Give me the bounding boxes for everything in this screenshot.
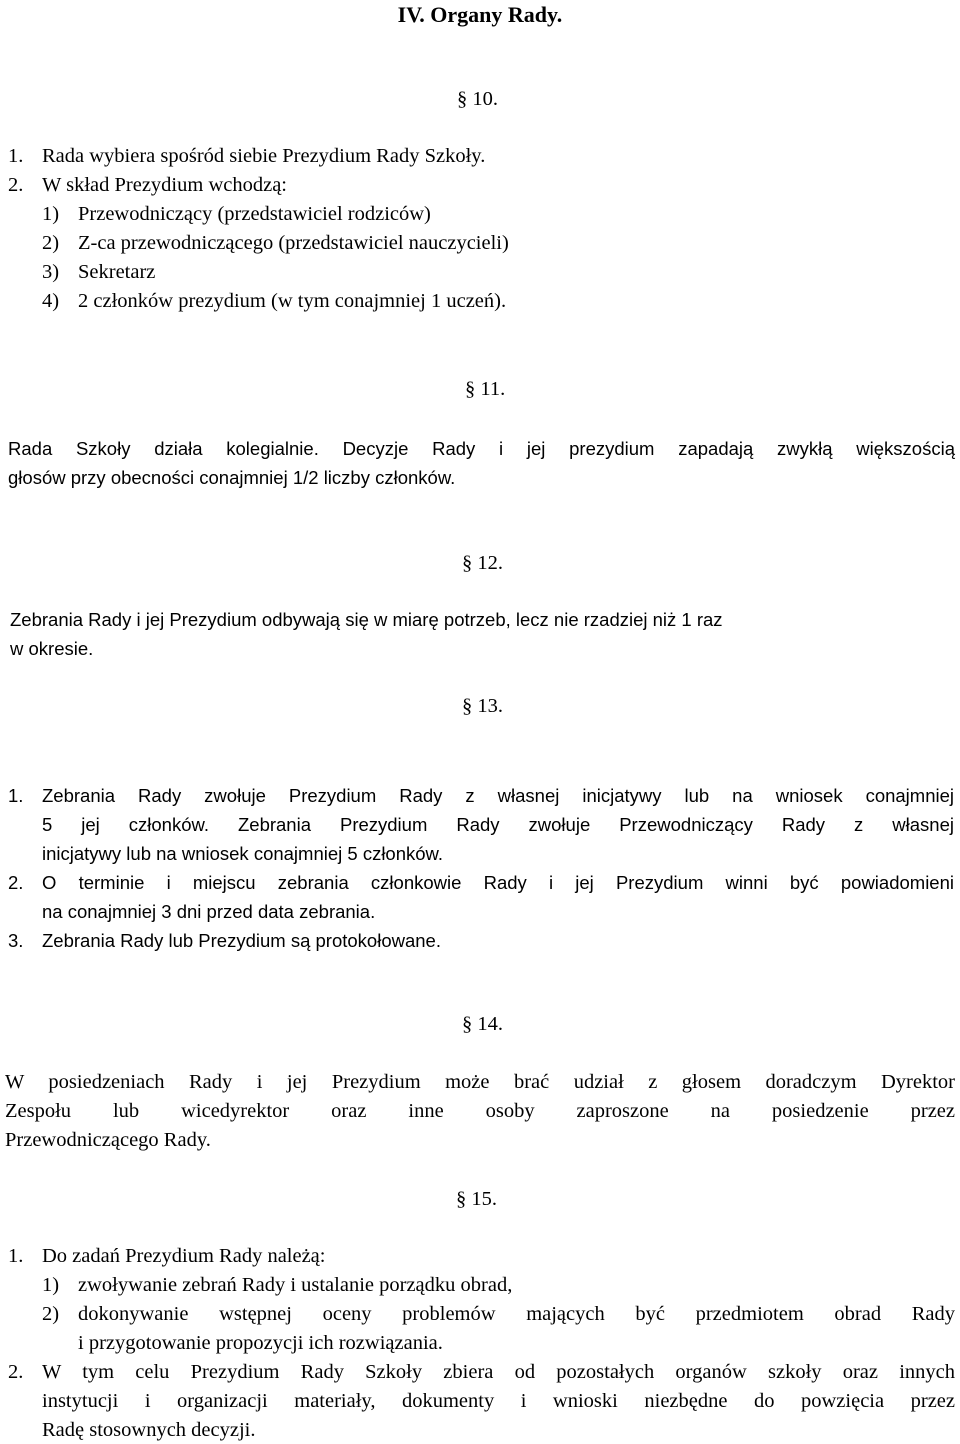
s10-item-2-number: 2. bbox=[8, 174, 24, 196]
s15-item-1-text: Do zadań Prezydium Rady należą: bbox=[42, 1245, 326, 1267]
section-10-mark: § 10. bbox=[457, 88, 498, 110]
s10-item-1-number: 1. bbox=[8, 145, 24, 167]
s15-item-2-line-3: Radę stosownych decyzji. bbox=[42, 1419, 256, 1441]
s14-line-3: Przewodniczącego Rady. bbox=[5, 1129, 211, 1151]
s10-sub-4-number: 4) bbox=[42, 290, 60, 312]
s11-line-1: Rada Szkoły działa kolegialnie. Decyzje Rady i jej prezydium zapadają zwykłą większością bbox=[8, 438, 955, 459]
s11-line-2: głosów przy obecności conajmniej 1/2 liczby członków. bbox=[8, 467, 456, 488]
s15-sub-1-text: zwoływanie zebrań Rady i ustalanie porządku obrad, bbox=[78, 1274, 513, 1296]
s14-line-1: W posiedzeniach Rady i jej Prezydium może brać udział z głosem doradczym Dyrektor bbox=[5, 1071, 955, 1093]
s13-item-2-line-2: na conajmniej 3 dni przed data zebrania. bbox=[42, 901, 376, 922]
section-14-mark: § 14. bbox=[462, 1013, 503, 1035]
s10-item-1-text: Rada wybiera spośród siebie Prezydium Rady Szkoły. bbox=[42, 145, 486, 167]
section-15-mark: § 15. bbox=[456, 1188, 497, 1210]
s15-sub-2-line-1: dokonywanie wstępnej oceny problemów mających być przedmiotem obrad Rady bbox=[78, 1303, 955, 1325]
section-12-mark: § 12. bbox=[462, 552, 503, 574]
s14-line-2: Zespołu lub wicedyrektor oraz inne osoby zaproszone na posiedzenie przez bbox=[5, 1100, 955, 1122]
s10-sub-1-text: Przewodniczący (przedstawiciel rodziców) bbox=[78, 203, 431, 225]
s10-sub-2-number: 2) bbox=[42, 232, 60, 254]
s10-sub-3-text: Sekretarz bbox=[78, 261, 156, 283]
s13-item-2-number: 2. bbox=[8, 872, 24, 893]
s12-line-2: w okresie. bbox=[10, 638, 94, 659]
section-11-mark: § 11. bbox=[465, 378, 506, 400]
s13-item-1-line-1: Zebrania Rady zwołuje Prezydium Rady z własnej inicjatywy lub na wniosek conajmniej bbox=[42, 785, 954, 806]
s13-item-1-line-2: 5 jej członków. Zebrania Prezydium Rady zwołuje Przewodniczący Rady z własnej bbox=[42, 814, 954, 835]
s10-item-2-text: W skład Prezydium wchodzą: bbox=[42, 174, 287, 196]
s12-line-1: Zebrania Rady i jej Prezydium odbywają się w miarę potrzeb, lecz nie rzadziej niż 1 raz bbox=[10, 609, 723, 630]
s10-sub-3-number: 3) bbox=[42, 261, 60, 283]
chapter-title: IV. Organy Rady. bbox=[397, 2, 563, 27]
s10-sub-2-text: Z-ca przewodniczącego (przedstawiciel nauczycieli) bbox=[78, 232, 509, 254]
s15-sub-2-number: 2) bbox=[42, 1303, 60, 1325]
s10-sub-4-text: 2 członków prezydium (w tym conajmniej 1 uczeń). bbox=[78, 290, 507, 312]
s15-item-2-number: 2. bbox=[8, 1361, 24, 1383]
s13-item-1-line-3: inicjatywy lub na wniosek conajmniej 5 członków. bbox=[42, 843, 444, 864]
s13-item-3-number: 3. bbox=[8, 930, 24, 951]
s13-item-2-line-1: O terminie i miejscu zebrania członkowie Rady i jej Prezydium winni być powiadomieni bbox=[42, 872, 954, 893]
s10-sub-1-number: 1) bbox=[42, 203, 60, 225]
section-13-mark: § 13. bbox=[462, 695, 503, 717]
s15-sub-1-number: 1) bbox=[42, 1274, 60, 1296]
s15-sub-2-line-2: i przygotowanie propozycji ich rozwiązania. bbox=[78, 1332, 443, 1354]
s13-item-3-text: Zebrania Rady lub Prezydium są protokołowane. bbox=[42, 930, 441, 951]
s15-item-2-line-1: W tym celu Prezydium Rady Szkoły zbiera od pozostałych organów szkoły oraz innych bbox=[42, 1361, 955, 1383]
s15-item-1-number: 1. bbox=[8, 1245, 24, 1267]
s13-item-1-number: 1. bbox=[8, 785, 24, 806]
s15-item-2-line-2: instytucji i organizacji materiały, dokumenty i wnioski niezbędne do powzięcia przez bbox=[42, 1390, 955, 1412]
